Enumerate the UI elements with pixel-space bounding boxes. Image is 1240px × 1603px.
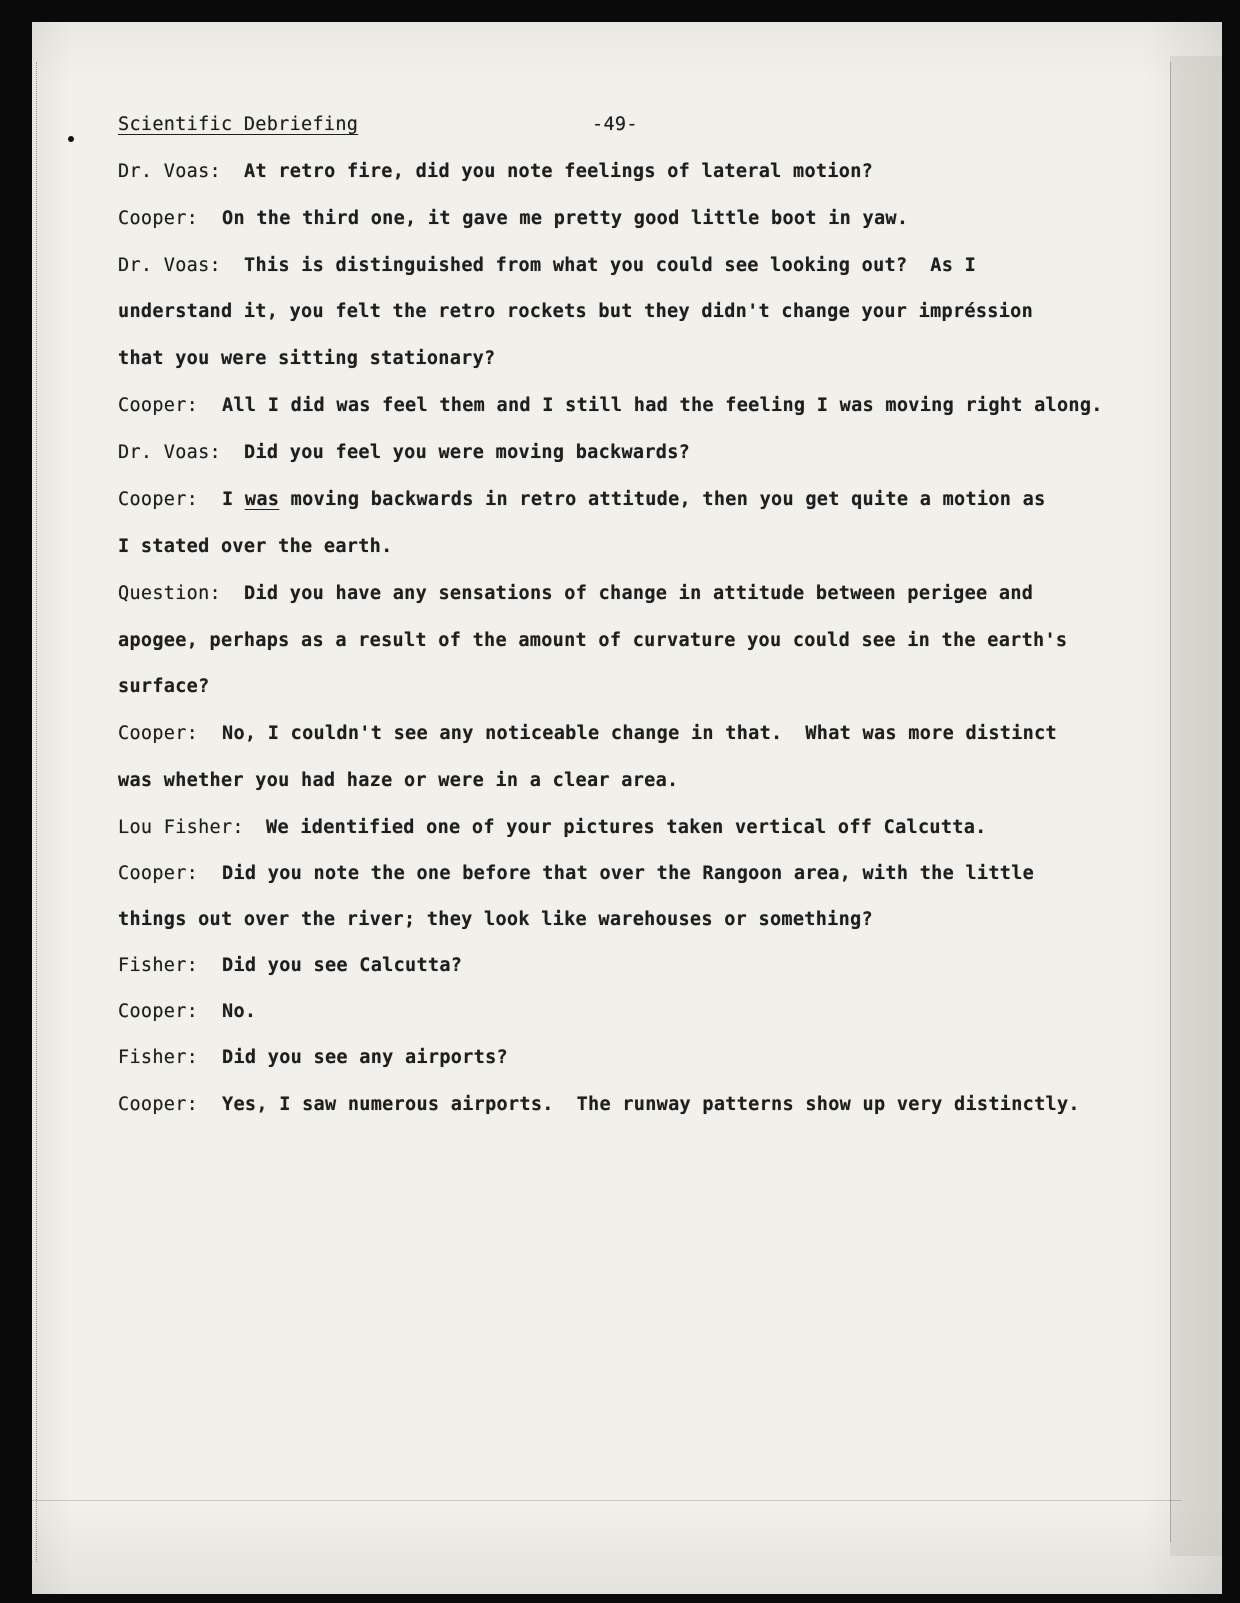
page-title: Scientific Debriefing xyxy=(118,114,359,135)
line-speaker: Fisher: xyxy=(118,1047,199,1068)
emphasized-word: was xyxy=(244,489,280,510)
line-text: Did you see Calcutta? xyxy=(222,955,463,976)
line-text: At retro fire, did you note feelings of lateral motion? xyxy=(244,161,874,182)
page-number: -49- xyxy=(592,114,638,135)
line-text xyxy=(222,489,1046,510)
line-text: Did you have any sensations of change in attitude between perigee and xyxy=(244,583,1034,604)
line-text: apogee, perhaps as a result of the amount of curvature you could see in the earth's xyxy=(118,630,1068,651)
line-speaker: Cooper: xyxy=(118,208,199,229)
line-text: Did you feel you were moving backwards? xyxy=(244,442,691,463)
line-text-end: moving backwards in retro attitude, then you get quite a motion as xyxy=(279,489,1046,510)
line-text: On the third one, it gave me pretty good little boot in yaw. xyxy=(222,208,909,229)
line-speaker: Dr. Voas: xyxy=(118,442,221,463)
line-speaker: Cooper: xyxy=(118,1001,199,1022)
line-speaker: Question: xyxy=(118,583,221,604)
line-speaker: Cooper: xyxy=(118,1094,199,1115)
line-text-start: I xyxy=(222,489,245,510)
line-speaker: Cooper: xyxy=(118,723,199,744)
line-text: was whether you had haze or were in a clear area. xyxy=(118,770,679,791)
line-text: Did you note the one before that over the Rangoon area, with the little xyxy=(222,863,1035,884)
line-text: I stated over the earth. xyxy=(118,536,393,557)
line-text: things out over the river; they look like warehouses or something? xyxy=(118,909,873,930)
line-speaker: Cooper: xyxy=(118,863,199,884)
line-text: No, I couldn't see any noticeable change in that. What was more distinct xyxy=(222,723,1057,744)
line-text: All I did was feel them and I still had the feeling I was moving right along. xyxy=(222,395,1103,416)
line-text: surface? xyxy=(118,676,210,697)
line-speaker: Dr. Voas: xyxy=(118,255,221,276)
line-text: We identified one of your pictures taken vertical off Calcutta. xyxy=(266,817,987,838)
paper-edge-shadow xyxy=(1170,56,1222,1556)
line-speaker: Lou Fisher: xyxy=(118,817,244,838)
line-text: No. xyxy=(222,1001,257,1022)
bottom-edge-line xyxy=(32,1500,1182,1501)
line-speaker: Cooper: xyxy=(118,489,199,510)
line-text: Did you see any airports? xyxy=(222,1047,508,1068)
left-margin-marks xyxy=(36,62,43,1562)
line-text: understand it, you felt the retro rockets but they didn't change your impréssion xyxy=(118,301,1034,322)
line-speaker: Fisher: xyxy=(118,955,199,976)
line-speaker: Dr. Voas: xyxy=(118,161,221,182)
line-text: that you were sitting stationary? xyxy=(118,348,496,369)
line-text: Yes, I saw numerous airports. The runway patterns show up very distinctly. xyxy=(222,1094,1080,1115)
fold-line xyxy=(1170,62,1171,1542)
margin-dot xyxy=(68,136,74,142)
line-speaker: Cooper: xyxy=(118,395,199,416)
line-text: This is distinguished from what you could see looking out? As I xyxy=(244,255,977,276)
